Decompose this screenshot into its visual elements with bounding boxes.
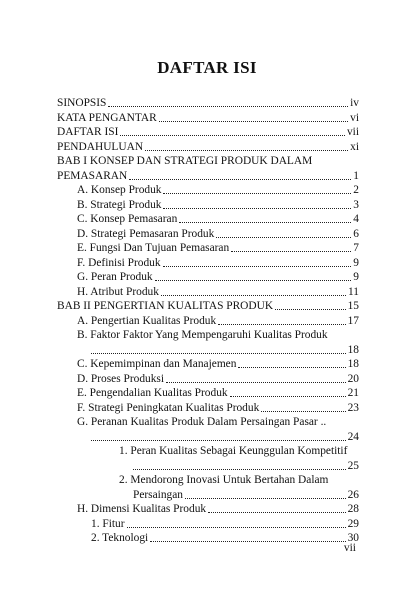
dot-leader (185, 498, 346, 499)
toc-entry[interactable] (77, 256, 359, 270)
toc-entry[interactable] (133, 488, 359, 502)
toc-entry-page: 7 (353, 242, 359, 254)
toc-entry-text: SINOPSIS (57, 97, 107, 109)
toc-entry-page: 17 (347, 314, 359, 327)
dot-leader (163, 266, 352, 267)
toc-entry-continuation[interactable] (91, 430, 359, 444)
toc-entry-text: F. Strategi Peningkatan Kualitas Produk (77, 401, 260, 414)
dot-leader (91, 440, 346, 441)
dot-leader (159, 121, 348, 122)
toc-entry[interactable] (91, 531, 359, 545)
toc-entry-page: 25 (347, 459, 359, 472)
toc-entry-text: 1. Fitur (91, 517, 125, 530)
toc-entry-text: G. Peranan Kualitas Produk Dalam Persaingan Pasar .. (77, 416, 327, 428)
dot-leader (218, 324, 345, 325)
toc-entry-text: E. Pengendalian Kualitas Produk (77, 387, 228, 399)
toc-entry-text: G. Peran Produk (77, 271, 153, 283)
toc-entry-page: 18 (347, 358, 359, 370)
toc-entry-heading[interactable] (119, 444, 359, 458)
dot-leader (120, 135, 345, 136)
toc-entry-text: PENDAHULUAN (57, 140, 144, 153)
dot-leader (163, 208, 351, 209)
toc-entry-page: 29 (347, 517, 359, 530)
dot-leader (91, 353, 346, 354)
toc-entry-text: 2. Mendorong Inovasi Untuk Bertahan Dalam (119, 474, 329, 486)
toc-entry-text: KATA PENGANTAR (57, 111, 157, 124)
toc-entry-text: 1. Peran Kualitas Sebagai Keunggulan Kompetitif (119, 445, 348, 457)
dot-leader (150, 541, 345, 542)
toc-entry[interactable] (57, 140, 359, 154)
toc-entry-page: vii (346, 126, 359, 138)
toc-entry-text: Persaingan (133, 488, 183, 501)
dot-leader (261, 411, 345, 412)
dot-leader (127, 527, 346, 528)
toc-entry[interactable] (77, 227, 359, 241)
toc-entry[interactable] (77, 285, 359, 299)
toc-entry-text: H. Dimensi Kualitas Produk (77, 503, 207, 515)
toc-entry[interactable] (57, 125, 359, 139)
toc-entry-page: 21 (347, 387, 359, 399)
toc-entry-page: 4 (353, 213, 359, 225)
toc-entry-page: iv (350, 97, 359, 109)
toc-entry-page: 3 (353, 198, 359, 211)
dot-leader (129, 179, 351, 180)
dot-leader (161, 295, 346, 296)
toc-entry-page: 30 (347, 532, 359, 544)
toc-entry-page: 6 (353, 227, 359, 240)
dot-leader (155, 280, 352, 281)
toc-entry-text: A. Konsep Produk (77, 184, 162, 196)
toc-entry[interactable] (57, 96, 359, 110)
toc-entry-page: 18 (347, 343, 359, 356)
toc-entry-text: H. Atribut Produk (77, 285, 159, 298)
toc-entry-continuation[interactable] (133, 459, 359, 473)
toc-entry-text: C. Konsep Pemasaran (77, 213, 178, 225)
toc-entry[interactable] (77, 183, 359, 197)
dot-leader (179, 222, 351, 223)
toc-entry-text: B. Strategi Produk (77, 198, 162, 211)
toc-entry[interactable] (77, 372, 359, 386)
toc-entry-page: xi (350, 140, 359, 153)
dot-leader (238, 367, 345, 368)
toc-entry-text: D. Proses Produksi (77, 372, 165, 385)
dot-leader (275, 309, 346, 310)
toc-entry-page: 15 (347, 300, 359, 312)
toc-entry[interactable] (57, 111, 359, 125)
toc-entry[interactable] (77, 357, 359, 371)
toc-entry-text: A. Pengertian Kualitas Produk (77, 314, 217, 327)
toc-entry-page: 23 (347, 401, 359, 414)
toc-entry-page: 9 (353, 271, 359, 283)
toc-entry-page: 9 (353, 256, 359, 269)
toc-entry-page: 28 (347, 503, 359, 515)
page-number: vii (343, 542, 356, 554)
toc-entry-page: 2 (353, 184, 359, 196)
toc-entry[interactable] (77, 212, 359, 226)
toc-entry-page: 1 (353, 169, 359, 182)
toc-entry-heading[interactable] (57, 154, 359, 168)
toc-entry-text: BAB II PENGERTIAN KUALITAS PRODUK (57, 300, 274, 312)
toc-entry-heading[interactable] (77, 328, 359, 342)
toc-entry-text: PEMASARAN (57, 169, 128, 182)
toc-entry[interactable] (91, 517, 359, 531)
dot-leader (166, 382, 346, 383)
dot-leader (163, 193, 351, 194)
toc-entry[interactable] (77, 270, 359, 284)
dot-leader (108, 106, 348, 107)
toc-entry-heading[interactable] (77, 415, 359, 429)
toc-entry[interactable] (57, 169, 359, 183)
toc-entry-text: DAFTAR ISI (57, 126, 119, 138)
page-title: DAFTAR ISI (157, 58, 257, 77)
toc-entry[interactable] (77, 314, 359, 328)
toc-entry-continuation[interactable] (91, 343, 359, 357)
toc-entry[interactable] (77, 386, 359, 400)
dot-leader (216, 237, 351, 238)
dot-leader (208, 512, 346, 513)
toc-entry-text: BAB I KONSEP DAN STRATEGI PRODUK DALAM (57, 155, 313, 167)
toc-entry-page: vi (350, 111, 359, 124)
toc-entry-page: 11 (348, 285, 359, 298)
toc-entry-page: 26 (347, 488, 359, 501)
dot-leader (231, 251, 351, 252)
toc-entry-text: C. Kepemimpinan dan Manajemen (77, 358, 237, 370)
toc-entry[interactable] (57, 299, 359, 313)
dot-leader (230, 396, 346, 397)
toc-entry-text: D. Strategi Pemasaran Produk (77, 227, 215, 240)
toc-entry-text: F. Definisi Produk (77, 256, 161, 269)
toc-entry-heading[interactable] (119, 473, 359, 487)
toc-entry[interactable] (77, 401, 359, 415)
toc-entry-text: 2. Teknologi (91, 532, 149, 544)
toc-entry[interactable] (77, 198, 359, 212)
dot-leader (145, 150, 348, 151)
toc-entry-page: 20 (347, 372, 359, 385)
toc-entry-text: B. Faktor Faktor Yang Mempengaruhi Kualitas Produk (77, 329, 328, 341)
dot-leader (133, 469, 346, 470)
toc-entry-text: E. Fungsi Dan Tujuan Pemasaran (77, 242, 230, 254)
toc-entry-page: 24 (347, 430, 359, 443)
toc-entry[interactable] (77, 241, 359, 255)
toc-entry[interactable] (77, 502, 359, 516)
